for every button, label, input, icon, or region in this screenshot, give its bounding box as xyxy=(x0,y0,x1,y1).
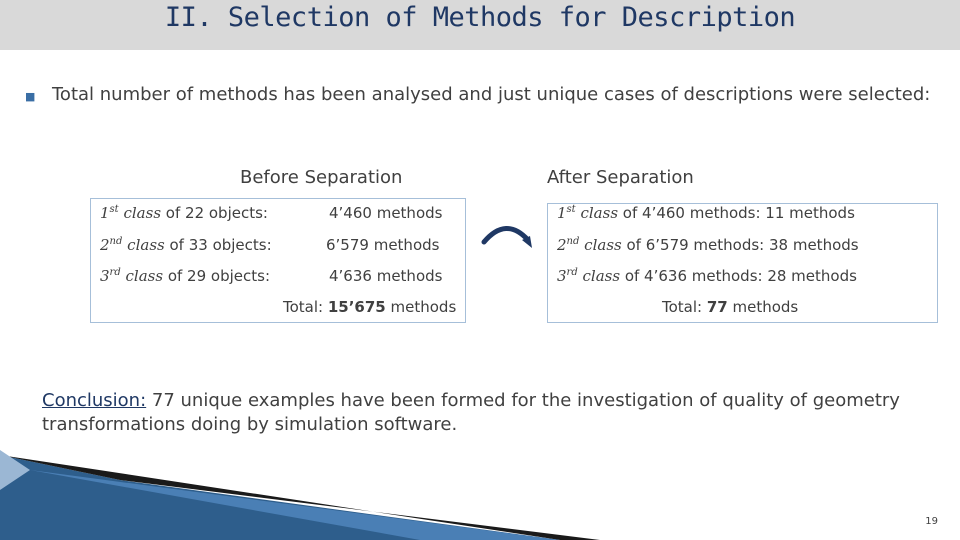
slide-title: II. Selection of Methods for Description xyxy=(164,2,796,33)
decorative-swoosh xyxy=(0,450,960,540)
before-row-1-value: 4’460 methods xyxy=(329,204,443,222)
before-row-2-label: 2nd class of 33 objects: xyxy=(100,236,272,254)
before-heading: Before Separation xyxy=(240,167,403,188)
conclusion-text: Conclusion: 77 unique examples have been formed for the investigation of quality of geometry transformations doing by simulation software. xyxy=(42,390,900,435)
square-bullet-icon: ■ xyxy=(25,90,36,103)
before-row-2-value: 6’579 methods xyxy=(326,236,440,254)
after-total: Total: 77 methods xyxy=(662,298,799,316)
intro-text: Total number of methods has been analysed and just unique cases of descriptions were selected: xyxy=(52,84,931,105)
after-row-2: 2nd class of 6’579 methods: 38 methods xyxy=(557,236,859,254)
after-row-3: 3rd class of 4’636 methods: 28 methods xyxy=(557,267,857,285)
conclusion-label: Conclusion: xyxy=(42,390,147,411)
before-row-3-value: 4’636 methods xyxy=(329,267,443,285)
after-heading: After Separation xyxy=(547,167,694,188)
before-row-1-label: 1st class of 22 objects: xyxy=(100,204,268,222)
after-row-1: 1st class of 4’460 methods: 11 methods xyxy=(557,204,855,222)
before-row-3-label: 3rd class of 29 objects: xyxy=(100,267,271,285)
curved-arrow-icon xyxy=(478,218,538,258)
page-number: 19 xyxy=(925,516,938,527)
before-total: Total: 15’675 methods xyxy=(283,298,457,316)
